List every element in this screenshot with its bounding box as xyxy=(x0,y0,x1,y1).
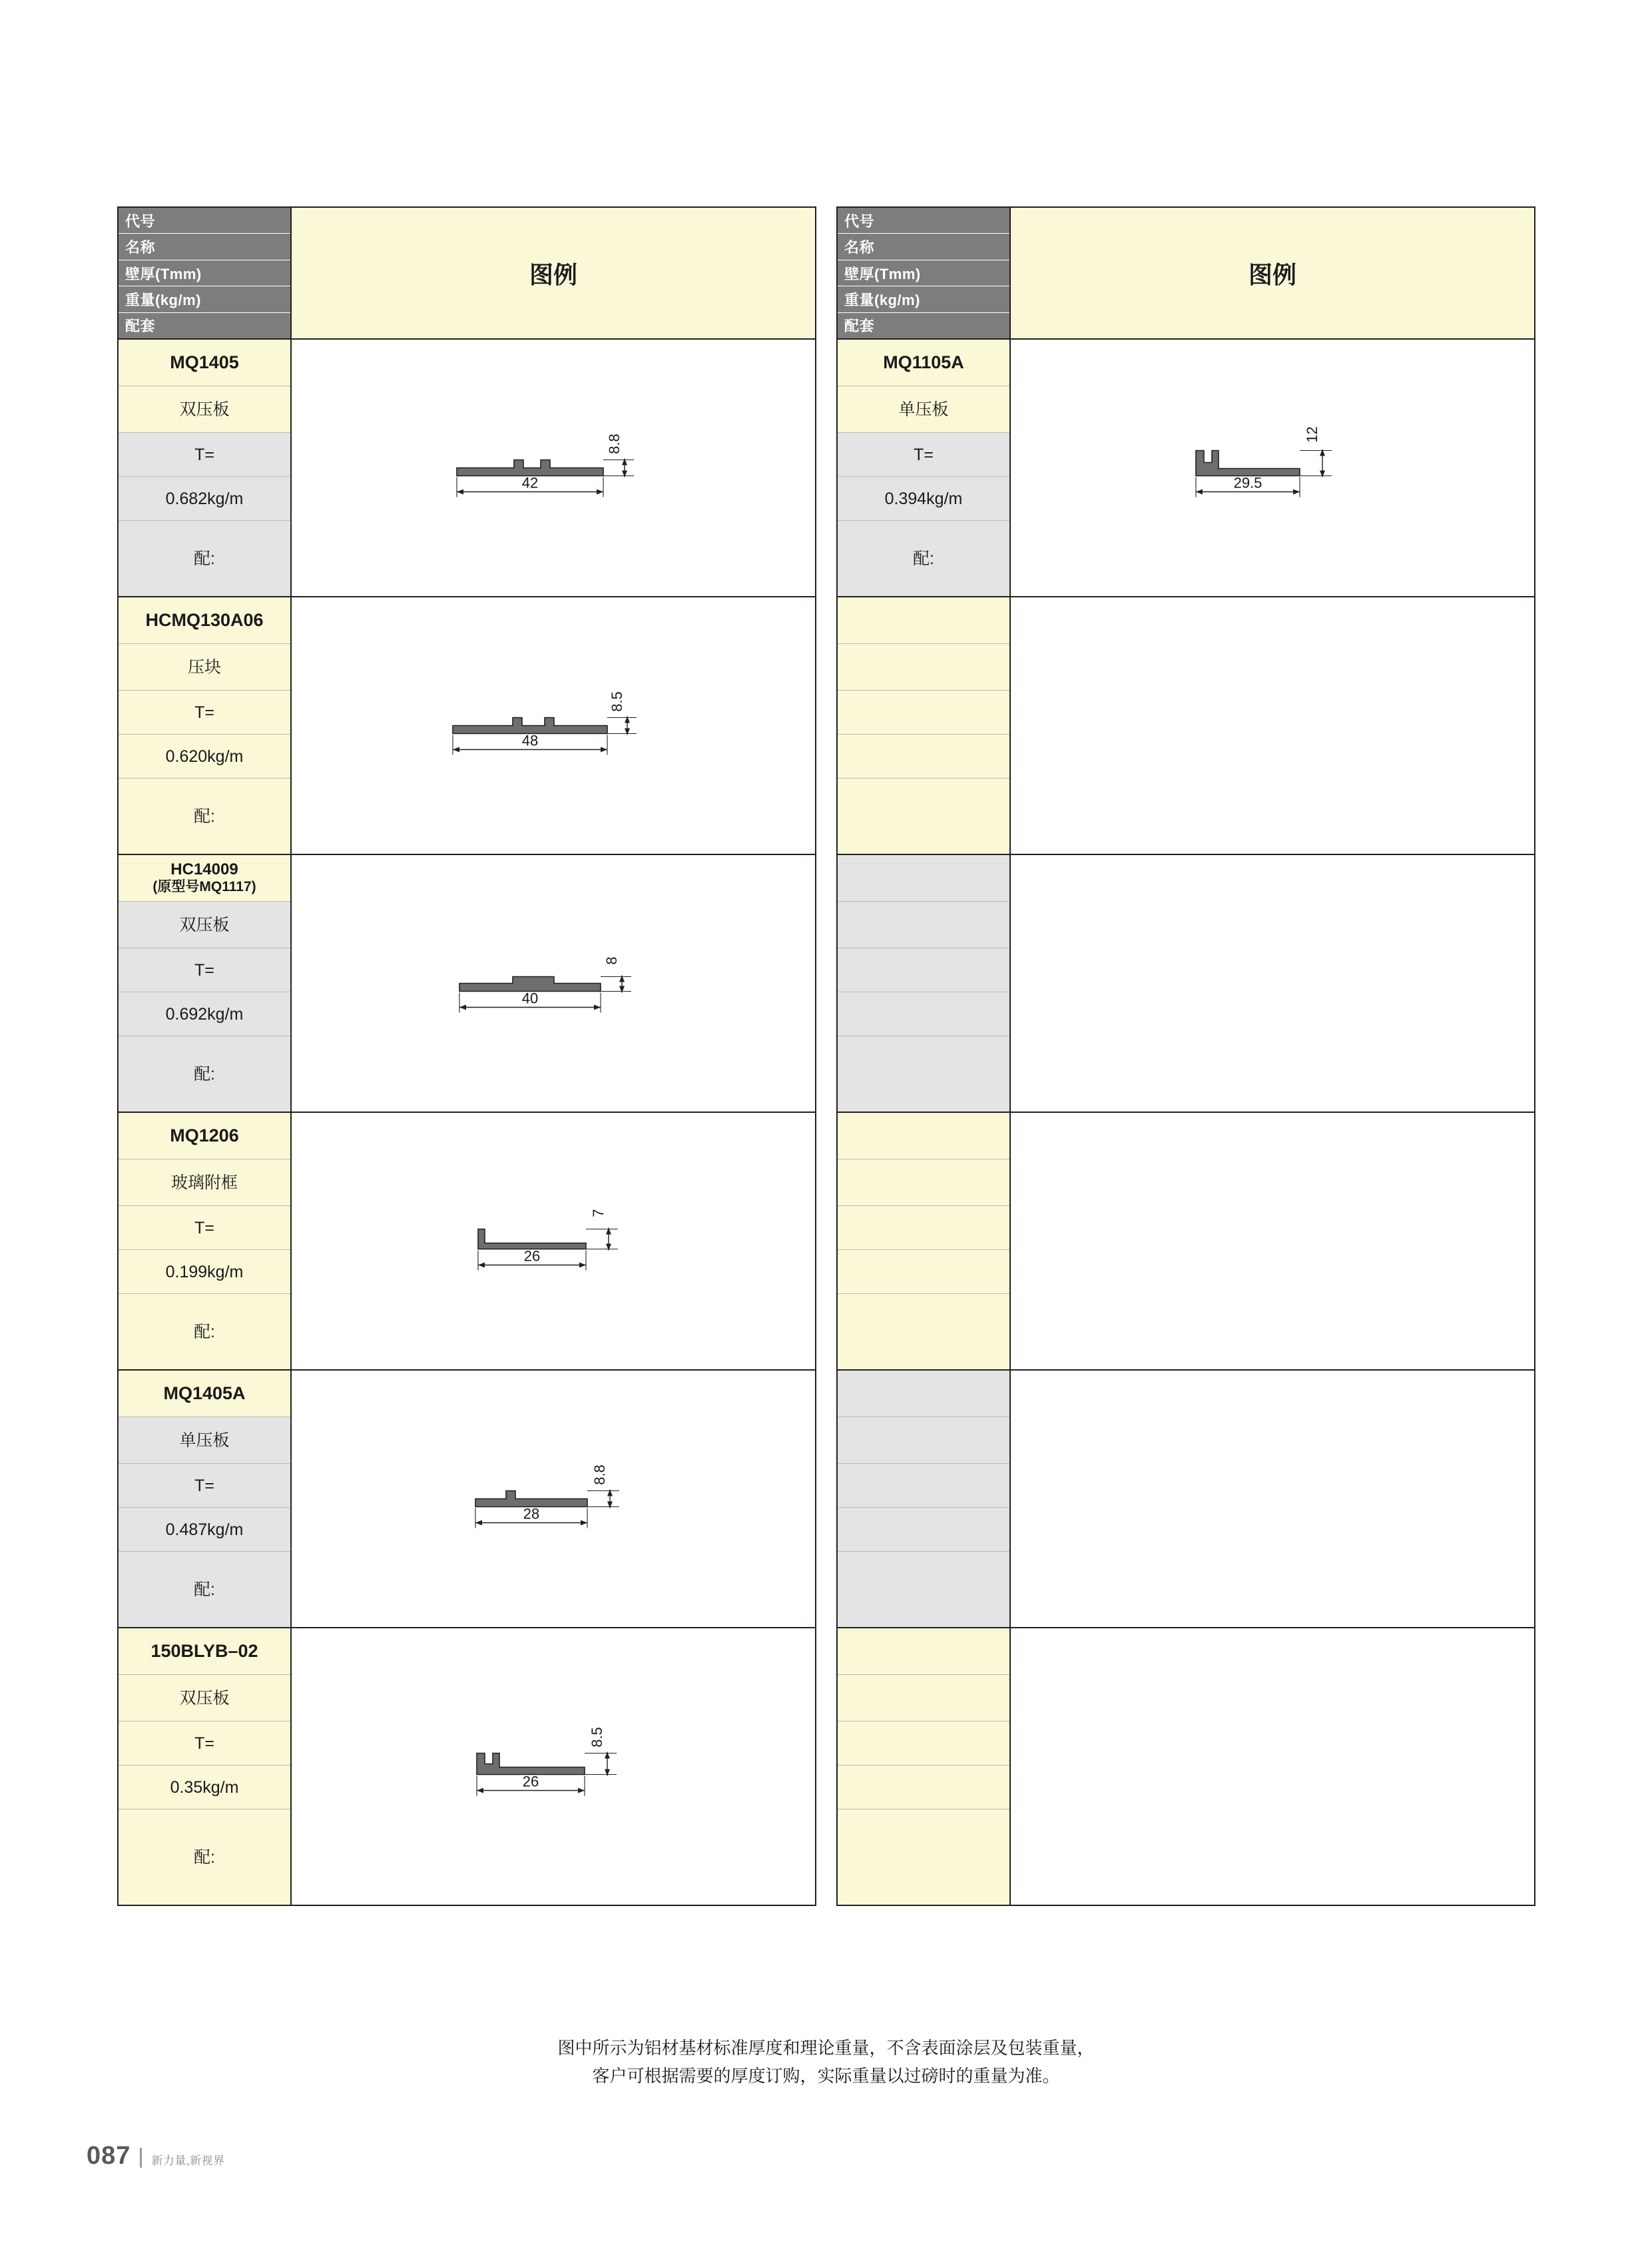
svg-text:26: 26 xyxy=(522,1773,539,1789)
empty-cell xyxy=(838,902,1009,948)
product-thickness: T= xyxy=(119,691,290,735)
product-name: 双压板 xyxy=(119,1675,290,1722)
empty-cell xyxy=(838,1765,1009,1809)
page-footer xyxy=(87,2142,225,2170)
empty-cell xyxy=(838,1294,1009,1369)
empty-product-info xyxy=(838,855,1011,1112)
empty-cell xyxy=(838,597,1009,644)
empty-cell xyxy=(838,1809,1009,1905)
svg-text:40: 40 xyxy=(521,990,539,1006)
product-code: MQ1206 xyxy=(119,1113,290,1159)
product-weight: 0.35kg/m xyxy=(119,1765,290,1809)
empty-cell xyxy=(838,1113,1009,1159)
footer-tagline: 新力量,新视界 xyxy=(151,2154,225,2167)
empty-cell xyxy=(838,1371,1009,1417)
empty-cell xyxy=(838,779,1009,854)
product-code-main: HC14009 xyxy=(170,860,238,879)
footnote-line-2: 客户可根据需要的厚度订购，实际重量以过磅时的重量为准。 xyxy=(592,2065,1060,2086)
header-legend-title: 图例 xyxy=(292,208,815,338)
svg-text:12: 12 xyxy=(1304,426,1320,443)
product-row xyxy=(838,338,1534,596)
header-label-thickness: 壁厚(Tmm) xyxy=(119,260,290,286)
empty-product-row xyxy=(838,1627,1534,1905)
product-match: 配: xyxy=(119,1552,290,1627)
empty-product-row xyxy=(838,1112,1534,1369)
product-weight: 0.394kg/m xyxy=(838,477,1009,521)
empty-product-info xyxy=(838,1371,1011,1627)
empty-cell xyxy=(838,735,1009,779)
svg-text:28: 28 xyxy=(523,1505,540,1522)
footer-divider xyxy=(140,2148,142,2168)
profile-drawing-mq1105a xyxy=(1163,406,1382,526)
product-match: 配: xyxy=(119,521,290,596)
product-info xyxy=(838,340,1011,596)
product-weight: 0.487kg/m xyxy=(119,1508,290,1552)
svg-text:7: 7 xyxy=(590,1208,607,1217)
product-info xyxy=(119,1113,292,1369)
product-row xyxy=(119,596,815,854)
product-name: 双压板 xyxy=(119,902,290,948)
product-weight: 0.692kg/m xyxy=(119,992,290,1036)
header-label-weight: 重量(kg/m) xyxy=(838,286,1009,312)
header-label-name: 名称 xyxy=(838,234,1009,260)
empty-cell xyxy=(838,1036,1009,1112)
product-name: 压块 xyxy=(119,644,290,691)
empty-cell xyxy=(838,1464,1009,1508)
svg-text:8.8: 8.8 xyxy=(591,1464,608,1485)
empty-cell xyxy=(838,1628,1009,1675)
empty-cell xyxy=(838,992,1009,1036)
empty-product-figure xyxy=(1011,855,1534,1112)
svg-text:8: 8 xyxy=(603,956,620,965)
product-figure xyxy=(292,1628,815,1905)
svg-text:48: 48 xyxy=(521,732,539,749)
profile-drawing-mq1405 xyxy=(443,406,663,526)
svg-text:8.5: 8.5 xyxy=(589,1726,605,1748)
empty-product-row xyxy=(838,1369,1534,1627)
empty-cell xyxy=(838,1722,1009,1765)
product-info xyxy=(119,1628,292,1905)
product-match: 配: xyxy=(119,1809,290,1905)
product-match: 配: xyxy=(119,779,290,854)
empty-product-figure xyxy=(1011,1628,1534,1905)
product-table xyxy=(117,206,1535,1906)
product-figure xyxy=(1011,340,1534,596)
empty-cell xyxy=(838,1250,1009,1294)
product-weight: 0.682kg/m xyxy=(119,477,290,521)
product-weight: 0.620kg/m xyxy=(119,735,290,779)
product-name: 双压板 xyxy=(119,386,290,433)
right-header-labels xyxy=(838,208,1011,338)
svg-text:8.8: 8.8 xyxy=(606,433,623,454)
header-label-code: 代号 xyxy=(119,208,290,234)
empty-product-figure xyxy=(1011,597,1534,854)
empty-cell xyxy=(838,1675,1009,1722)
left-header-labels xyxy=(119,208,292,338)
product-row xyxy=(119,854,815,1112)
header-label-match: 配套 xyxy=(838,313,1009,338)
product-code: MQ1105A xyxy=(838,340,1009,386)
profile-drawing-mq1405a xyxy=(443,1437,663,1557)
empty-cell xyxy=(838,1159,1009,1206)
header-legend-title: 图例 xyxy=(1011,208,1534,338)
svg-text:29.5: 29.5 xyxy=(1233,474,1262,491)
product-thickness: T= xyxy=(119,1464,290,1508)
product-name: 单压板 xyxy=(838,386,1009,433)
empty-product-info xyxy=(838,597,1011,854)
product-weight: 0.199kg/m xyxy=(119,1250,290,1294)
header-label-weight: 重量(kg/m) xyxy=(119,286,290,312)
product-figure xyxy=(292,597,815,854)
profile-drawing-mq1206 xyxy=(443,1179,663,1299)
product-figure xyxy=(292,1113,815,1369)
empty-cell xyxy=(838,1508,1009,1552)
empty-cell xyxy=(838,691,1009,735)
empty-cell xyxy=(838,948,1009,992)
product-thickness: T= xyxy=(119,948,290,992)
svg-text:26: 26 xyxy=(523,1247,541,1264)
right-product-column xyxy=(836,206,1535,1906)
product-code: MQ1405A xyxy=(119,1371,290,1417)
page-number: 087 xyxy=(87,2142,131,2170)
product-info xyxy=(119,340,292,596)
empty-product-info xyxy=(838,1628,1011,1905)
empty-cell xyxy=(838,855,1009,902)
product-figure xyxy=(292,1371,815,1627)
empty-cell xyxy=(838,1552,1009,1627)
profile-drawing-hc14009 xyxy=(443,922,663,1042)
product-code-sub: (原型号MQ1117) xyxy=(152,879,256,895)
product-thickness: T= xyxy=(838,433,1009,477)
empty-product-row xyxy=(838,596,1534,854)
product-code: 150BLYB–02 xyxy=(119,1628,290,1675)
product-info xyxy=(119,1371,292,1627)
footnote xyxy=(0,2035,1652,2090)
product-code: MQ1405 xyxy=(119,340,290,386)
left-product-column xyxy=(117,206,816,1906)
right-table-header xyxy=(838,208,1534,338)
product-info xyxy=(119,855,292,1112)
product-match: 配: xyxy=(119,1036,290,1112)
product-row xyxy=(119,338,815,596)
empty-cell xyxy=(838,644,1009,691)
empty-product-row xyxy=(838,854,1534,1112)
product-thickness: T= xyxy=(119,433,290,477)
profile-drawing-150blyb02 xyxy=(443,1705,663,1825)
empty-cell xyxy=(838,1206,1009,1250)
header-label-thickness: 壁厚(Tmm) xyxy=(838,260,1009,286)
product-match: 配: xyxy=(838,521,1009,596)
product-match: 配: xyxy=(119,1294,290,1369)
svg-text:42: 42 xyxy=(521,474,539,491)
product-code xyxy=(119,855,290,902)
product-row xyxy=(119,1112,815,1369)
profile-drawing-hcmq130a06 xyxy=(443,664,663,784)
empty-product-figure xyxy=(1011,1371,1534,1627)
product-row xyxy=(119,1627,815,1905)
product-name: 单压板 xyxy=(119,1417,290,1464)
footnote-line-1: 图中所示为铝材基材标准厚度和理论重量，不含表面涂层及包装重量， xyxy=(557,2038,1095,2058)
empty-product-info xyxy=(838,1113,1011,1369)
product-info xyxy=(119,597,292,854)
empty-product-figure xyxy=(1011,1113,1534,1369)
product-name: 玻璃附框 xyxy=(119,1159,290,1206)
header-label-name: 名称 xyxy=(119,234,290,260)
product-thickness: T= xyxy=(119,1722,290,1765)
empty-cell xyxy=(838,1417,1009,1464)
product-figure xyxy=(292,855,815,1112)
svg-text:8.5: 8.5 xyxy=(609,691,625,712)
left-table-header xyxy=(119,208,815,338)
header-label-code: 代号 xyxy=(838,208,1009,234)
header-label-match: 配套 xyxy=(119,313,290,338)
product-figure xyxy=(292,340,815,596)
product-code: HCMQ130A06 xyxy=(119,597,290,644)
product-thickness: T= xyxy=(119,1206,290,1250)
product-row xyxy=(119,1369,815,1627)
